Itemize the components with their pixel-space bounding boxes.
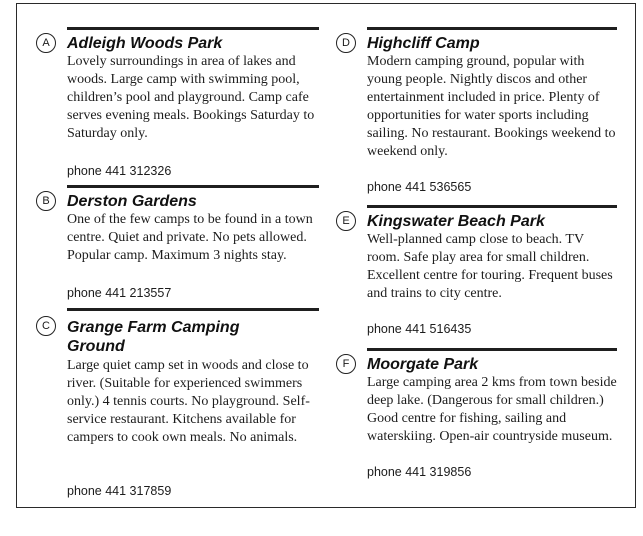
camp-phone: phone 441 516435: [367, 322, 472, 336]
entry-letter-badge: A: [36, 33, 56, 53]
camp-phone: phone 441 312326: [67, 164, 172, 178]
camp-name: Kingswater Beach Park: [367, 213, 545, 230]
camp-entry-c: [42, 308, 319, 498]
camp-description: Large camping area 2 kms from town beside deep lake. (Dangerous for small children.) Good centre for fishing, sailing and waterskiing. Open-air countryside museum.: [367, 375, 617, 445]
entry-divider: [67, 185, 319, 188]
camp-name: Highcliff Camp: [367, 35, 480, 52]
camp-name: Grange Farm Camping Ground: [67, 319, 240, 355]
camp-entry-b: [42, 185, 319, 305]
entry-divider: [367, 205, 617, 208]
camp-phone: phone 441 317859: [67, 484, 172, 498]
entry-letter-badge: D: [336, 33, 356, 53]
entry-divider: [67, 308, 319, 311]
camp-entry-e: [342, 205, 617, 340]
camp-phone: phone 441 319856: [367, 465, 472, 479]
entry-letter-badge: C: [36, 316, 56, 336]
entry-letter-badge: F: [336, 354, 356, 374]
camp-description: Well-planned camp close to beach. TV room. Safe play area for small children. Excellent centre for touring. Frequent buses and trains to city centre.: [367, 232, 613, 302]
camp-phone: phone 441 213557: [67, 286, 172, 300]
camp-entry-a: [42, 27, 319, 182]
entry-divider: [367, 27, 617, 30]
camp-name: Moorgate Park: [367, 356, 479, 373]
camp-entry-f: [342, 348, 617, 483]
camp-description: Lovely surroundings in area of lakes and woods. Large camp with swimming pool, children’s pool and playground. Camp cafe serves evening meals. Bookings Saturday to Saturday only.: [67, 54, 315, 142]
camp-name: Adleigh Woods Park: [67, 35, 223, 52]
camp-phone: phone 441 536565: [367, 180, 472, 194]
camp-description: Large quiet camp set in woods and close to river. (Suitable for experienced swimmers only.) 4 tennis courts. No playground. Self-service restaurant. Kitchens available for campers to cook own meals. No animals.: [67, 358, 310, 446]
entry-letter-badge: E: [336, 211, 356, 231]
entry-divider: [367, 348, 617, 351]
camp-description: One of the few camps to be found in a town centre. Quiet and private. No pets allowed. Popular camp. Maximum 3 nights stay.: [67, 212, 313, 264]
entry-divider: [67, 27, 319, 30]
camp-description: Modern camping ground, popular with young people. Nightly discos and other entertainment included in price. Plenty of opportunities for water sports including sailing. No restaurant. Bookings weekend to weekend only.: [367, 54, 616, 160]
camp-name: Derston Gardens: [67, 193, 197, 210]
camp-entry-d: [342, 27, 617, 197]
entry-letter-badge: B: [36, 191, 56, 211]
